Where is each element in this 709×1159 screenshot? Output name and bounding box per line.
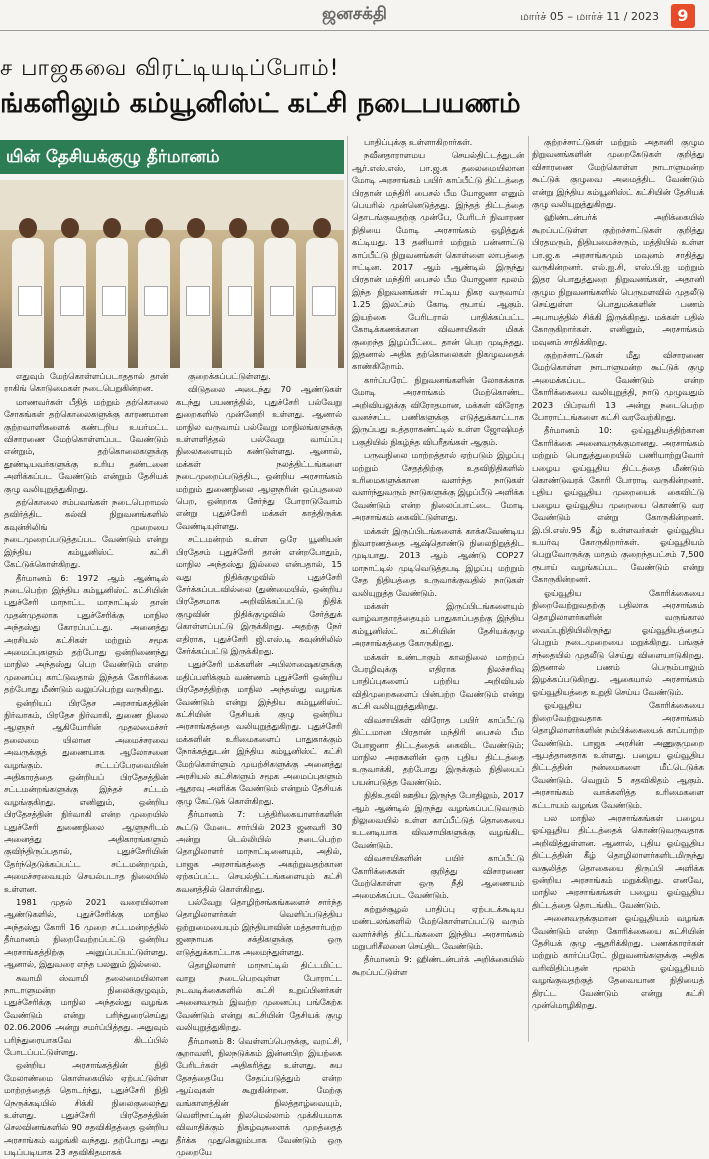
- article-column-4: [532, 136, 704, 1042]
- paragraph: ஓய்வூதிய கோரிக்கையை நிறைவேற்றுவதற்கு பதிலாக அரசாங்கம் தொழிலாளர்களின் வருங்கால வைப்புநிதியிலிருந்து ஓய்வூதியத்தைப் பெறும் நடைமுறையை மறுக்கிறது. பங்குச் சந்தையில் முதலீடு செய்து விளையாடுகிறது. இதனால் பணம் பெரும்பாலும் இழக்கப்படுகிறது. ஆகையால் அரசாங்கம் ஓய்வூதியத்தை உறுதி செய்ய வேண்டும்.: [532, 587, 704, 697]
- paragraph: விவசாயிகள் விரோத பயிர் காப்பீட்டு திட்டமான பிரதான் மந்திரி பைசல் பீம யோஜனா திட்டத்தைக் கைவிட வேண்டும்; மாநில அரசுகளின் ஒரு புதிய திட்டத்தை உருவாக்கி, தற்போது இருக்கும் நிதியைப் பயன்படுத்த வேண்டும்.: [352, 714, 524, 787]
- photo-person: [136, 218, 172, 368]
- paragraph: தீர்மானம் 9: ஹிண்டன்பர்க் அறிக்கையில் கூறப்பட்டுள்ள: [352, 954, 524, 977]
- photo-person: [94, 218, 130, 368]
- photo-person: [178, 218, 214, 368]
- paragraph: சுற்றுச்சூழல் பாதிப்பு ஏற்படக்கூடிய மண்டலங்களில் மேற்கொள்ளப்பட்டு வரும் வளர்ச்சித் திட்டங்களை இந்திய அரசாங்கம் மறுபரிசீலனை செய்திட வேண்டும்.: [352, 903, 524, 951]
- column-divider: [528, 136, 529, 1042]
- masthead: [0, 0, 709, 31]
- paragraph: தொழிலாளர் மாநாட்டில் திட்டமிட்ட வாறு நடைபெறவுள்ள போராட்ட நடவடிக்கைகளில் கட்சி உறுப்பினர்கள் அனைவரும் இவற்ற முனைப்பு பங்கேற்க வேண்டும் என்று கட்சியின் தேசியக் குழு வலியுறுத்துகிறது.: [176, 960, 342, 1033]
- paragraph: பாதிப்புக்கு உள்ளாகிறார்கள்.: [364, 137, 473, 147]
- headline-line-1: ச பாஜகவை விரட்டியடிப்போம்!: [0, 56, 340, 81]
- paragraph: பருவநிலை மாற்றத்தால் ஏற்படும் இழப்பு மற்றும் சேதத்திற்கு உதவிநிதிகளில் உரிமைகளுக்கான வளர்ந்த நாடுகள் வளர்ந்துவரும் நாடுகளுக்கு இழப்பீடு அளிக்க வேண்டும் என்ற நிலைப்பாட்டை மோடி அரசாங்கம் கைவிட்டுள்ளது.: [352, 450, 524, 523]
- paragraph: மக்கள் இருப்பிடங்களையும் வாழ்வாதாரத்தையும் பாதுகாப்பதற்கு இந்திய கம்யூனிஸ்ட் கட்சியின் தேசியக்குழு அரசாங்கத்தை கோருகிறது.: [352, 601, 524, 649]
- paragraph: அனைவருக்குமான ஓய்வூதியம் வழங்க வேண்டும் என்ற கோரிக்கையை கட்சியின் தேசியக் குழு ஆதரிக்கிறது. பணக்காரர்கள் மற்றும் கார்ப்பரேட் நிறுவனங்களுக்கு அதிக வரிவிதிப்பதன் மூலம் ஓய்வூதியம் வழங்குவதற்குத் தேவையான நிதியைத் திரட்ட வேண்டும் என்று கட்சி முன்மொழிகிறது.: [532, 913, 704, 1011]
- paragraph: விடுதலை அடைந்து 70 ஆண்டுகள் கடந்து பயணத்தில், புதுச்சேரி பல்வேறு துறைகளில் முன்னேறி உள்ளது. ஆனால் மாநில வருவாய் பல்வேறு மாநிலங்களுக்கு உள்ளளித்தல் பல்வேறு வாய்ப்பு நிலைகளையும் கண்டுள்ளது. ஆனால், மக்கள் நலத்திட்டங்களை நடைமுறைப்படுத்திட, ஒன்றிய அரசாங்கம் மற்றும் துணைநிலை ஆளுநரின் ஒப்புதலை பெற, ஒன்றாக சேர்ந்து போராடுவோம் என்று புதுச்சேரி மக்கள் காத்திருக்க வேண்டியுள்ளது.: [176, 384, 342, 531]
- photo-person: [262, 218, 298, 368]
- paragraph: ஓய்வூதிய கோரிக்கையை நிறைவேற்றுவதாக அரசாங்கம் தொழிலாளர்களின் நம்பிக்கையைக் காப்பாற்ற வேண்டும். பாஜக அரசின் அணுகுமுறை ஆபத்தானதாக உள்ளது. பழைய ஓய்வூதிய திட்டத்தின் நன்மைகளை மீட்டெடுக்க வேண்டும். வெறும் 5 சதவிகிதம் ஆகும். அரசாங்கம் வாக்களித்த உரிமைகளை கட்டாயம் வழங்க வேண்டும்.: [532, 700, 704, 810]
- paragraph: ஒன்றிய அரசாங்கத்தின் நிதி மேலாண்மை கொள்கையில் ஏற்பட்டுள்ள மாற்றத்தைத் தொடர்ந்து, புதுச்சேரி நிதி நெருக்கடியில் சிக்கி நிலைகுலைந்து உள்ளது. புதுச்சேரி பிரதேசத்தின் செலவினங்களில் 90 சதவிகிதத்தை ஒன்றிய அரசாங்கம் வழங்கி வந்தது. தற்போது அது படிப்படியாக 23 சதவிகிதமாகக்: [4, 1060, 168, 1158]
- subheading-band: யின் தேசியக்குழு தீர்மானம்: [0, 140, 344, 174]
- page-number-badge: 9: [671, 4, 695, 28]
- photo-person: [304, 218, 340, 368]
- paragraph: தீர்மானம் 10: ஒய்வூதியத்திற்கான கோரிக்கை அனைவருக்குமானது. அரசாங்கம் மற்றும் பொதுத்துறையில் பணியாற்றுவோர் பழைய ஓய்வூதிய திட்டத்தை மீண்டும் கொண்டுவரக் கோரி போராடி வருகின்றனர். புதிய ஓய்வூதிய முறையைக் கைவிட்டு பழைய ஓய்வூதிய முறையை கொண்டு வர வேண்டும் என்று கோருகின்றனர். இ.பி.எஸ்.95 கீழ் உள்ளவர்கள் ஓய்வூதிய உயர்வு கோருகிறார்கள். ஓய்வூதியம் பெறுவோருக்கு மாதம் குறைந்தபட்சம் 7,500 ரூபாய் வழங்கப்பட வேண்டும் என்று கோருகின்றனர்.: [532, 425, 704, 585]
- paragraph: சட்டமன்றம் உள்ள ஒரே யூனியன் பிரதேசம் புதுச்சேரி தான் என்றபோதும், மாநில அந்தஸ்து இல்லை என்பதால், 15 வது நிதிக்குழுவில் புதுச்சேரி சேர்க்கப்படவில்லை (துண்மையில், ஒன்றிய பிரதேசமாக அறிவிக்கப்பட்டு நிதிக் குழுவின் நிதிக்குழுவில் சேர்த்துக் கொள்ளப்பட்டு இருக்கிறது. அதற்கு நேர் எதிராக, புதுச்சேரி ஜி.எஸ்.டி கவுன்சிலில் சேர்க்கப்பட்டு இருக்கிறது.: [176, 534, 342, 656]
- paragraph: தீர்மானம் 6: 1972 ஆம் ஆண்டில் நடைபெற்ற இந்திய கம்யூனிஸ்ட் கட்சியின் புதுச்சேரி மாநாட்ட மாநாட்டில் தான் முதன்முதலாக புதுச்சேரிக்கு மாநில அந்தஸ்து கோரப்பட்டது. அனைத்து அரசியல் கட்சிகள் மற்றும் சமூக அமைப்புகளும் தற்போது ஒன்றிணைந்து மாநில அந்தஸ்து பெற வேண்டும் என்ற முனைப்பு காட்டுவதால் இந்தக் கோரிக்கை தற்போது மீண்டும் வலுப்பெற்று வருகிறது.: [4, 572, 168, 695]
- paragraph: பல்வேறு தொழிற்சங்கங்களைச் சார்ந்த தொழிலாளர்கள் வெளிப்படுத்திய ஒற்றுமையையும் இந்தியாவின் மத்தசார்பற்ற ஜனநாயக சக்திகளுக்கு ஒரு எடுத்துக்காட்டாக அமைந்துள்ளது.: [176, 897, 342, 957]
- issue-date: மார்ச் 05 – மார்ச் 11 / 2023: [519, 10, 659, 23]
- paragraph: மாணவர்கள் பீதித் மற்றும் தற்கொலை சோகங்கள் தற்கொலைகளுக்கு காரணமான குற்றவாளிகளைக் கண்டறிய உயர்மட்ட விசாரணை மேற்கொள்ளப்பட வேண்டும் என்றும், தற்கொலைகளுக்கு தூண்டியவர்களுக்கு உரிய தண்டனை அளிக்கப்பட வேண்டும் என்றும் தேசியக் குழு வலியுறுத்துகிறது.: [4, 396, 168, 494]
- photo-person: [220, 218, 256, 368]
- paragraph: கார்ப்பரேட் நிறுவனங்களின் லோகக்காக மோடி அரசாங்கம் மேற்கொண்ட அறிவியலுக்கு விரோதமான, மக்கள் விரோத வனச்சட்ட பணிகளுக்கு எடுத்துக்காட்டாக இருப்பது உத்தராகண்ட்டில் உள்ள ஜோஷிமத் பகுதியில் நிகழ்ந்த விபரீதங்கள் ஆகும்.: [352, 374, 524, 447]
- paragraph: நவீனதாராளமய செயல்திட்டத்துடன் ஆர்.எஸ்.எஸ், பா.ஜ.க தலைமையிலான மோடி அரசாங்கம் பயிர் காப்பீட்டு திட்டத்தை பிரதான் மந்திரி பைசல் பீம யோஜனா எனும் பெயரில் முன்னெடுத்தது. இந்தத் திட்டத்தை தொடங்குவதற்கு முன்பே, பேரிடர் நிவாரண நிதியை மோடி அரசாங்கம் ஒழித்துக் கட்டியது. 13 தனியார் மற்றும் பன்னாட்டு காப்பீட்டு நிறுவனங்கள் கொள்ளை லாபத்தை ஈட்டின. 2017 ஆம் ஆண்டில் இருந்து பிரதான் மந்திரி பைசல் பீம யோஜனா மூலம் இந்த நிறுவனங்கள் ஈட்டிய நிகர வருவாய் 1.25 இலட்சம் கோடி ரூபாய் ஆகும். இயற்கை பேரிடரால் பாதிக்கப்பட்ட கோடிக்கணக்கான விவசாயிகள் மிகக் குறைந்த இழப்பீட்டை தான் பெற முடிந்தது. இதனால் அதிக தற்கொலைகள் நிகழுவதைக் காண்கிறோம்.: [352, 150, 524, 372]
- paragraph: புதுச்சேரி மக்களின் அபிலாஷைகளுக்கு மதிப்பளிக்கும் வண்ணம் புதுச்சேரி ஒன்றிய பிரதேசத்திற்கு மாநில அந்தஸ்து வழங்க வேண்டும் என்று இந்திய கம்யூனிஸ்ட் கட்சியின் தேசியக் குழு ஒன்றிய அரசாங்கத்தை வலியுறுத்துகிறது. புதுச்சேரி மக்களின் உரிமைகளைப் பாதுகாக்கும் நோக்கத்துடன் இந்திய கம்யூனிஸ்ட் கட்சி மேற்கொள்ளும் முயற்சிகளுக்கு அனைத்து அரசியல் கட்சிகளும் சமூக அமைப்புகளும் ஆதரவு அளிக்க வேண்டும் என்றும் தேசியக் குழு கேட்டுக் கொள்கிறது.: [176, 659, 342, 806]
- paragraph: எதுவும் மேற்கொள்ளப்படாததால் தான் ராகிங் கொடுமைகள் நடைபெறுகின்றன.: [4, 371, 168, 394]
- paragraph: சுவாமி ஸ்வாமி தலைமையிலான நாடாளுமன்ற நிலைக்குழுவும், புதுச்சேரிக்கு மாநில அந்தஸ்து வழங்க வேண்டும் என்று பரிந்துரைசெய்து 02.06.2006 அன்று சமர்ப்பித்தது. அதுவும் பரிந்துரையாகவே கிடப்பில் போடப்பட்டுள்ளது.: [4, 972, 168, 1057]
- paper-name: ஜனசக்தி: [322, 4, 387, 24]
- article-column-3: [352, 136, 524, 1042]
- paragraph: தீர்மானம் 7: பத்திரிகையாளர்களின் கூட்டு மேடை சார்பில் 2023 ஜனவரி 30 அன்று டெல்லியில் நடைபெற்ற தொழிலாளர் மாநாட்டினையும், அதில், பாஜக அரசாங்கத்தை அகற்றுவதற்கான ஏற்கப்பட்ட செயல்திட்டங்களையும் கட்சி கவனத்தில் கொள்கிறது.: [176, 809, 342, 894]
- paragraph: குற்றச்சாட்டுகள் மற்றும் அதானி குழும நிறுவனங்களின் முறைகேடுகள் குறித்து விசாரணை மேற்கொள்ள நாடாளுமன்ற கூட்டுக் குழுவை அமைத்திட வேண்டும் என்று இந்திய கம்யூனிஸ்ட் கட்சியின் தேசியக் குழு வலியுறுத்துகிறது.: [532, 137, 704, 210]
- article-column-1: [4, 370, 168, 1158]
- paragraph: 1981 முதல் 2021 வரையிலான ஆண்டுகளில், புதுச்சேரிக்கு மாநில அந்தஸ்து கோரி 16 முறை சட்டமன்றத்தில் தீர்மானம் நிறைவேற்றப்பட்டு ஒன்றிய அரசாங்கத்திற்கு அனுப்பப்பட்டுள்ளது. ஆனால், இதுவரை எந்த பலனும் இல்லை.: [4, 897, 168, 970]
- paragraph: தீர்மானம் 8: வெள்ளப்பெருக்கு, வறட்சி, சூறாவளி, நிலநடுக்கம் இன்னபிற இயற்கை பேரிடர்கள் அதிகரித்து உள்ளது. சுய தேசத்தையே சேதப்படுத்தும் என்ற ஆய்வுகள் கூறுகின்றன. மேற்கு வங்காளத்தின் நிலத்தாழ்வையும், வெளிநாட்டின் நிலமெல்லாம் முக்கியமாக விவாதிக்கும் நிகழ்வுகளைக் முறத்தைத் தீர்க்க முதுகெலும்பாக வேண்டும் ஒரு முறையே: [176, 1035, 342, 1158]
- photo-person: [10, 218, 46, 368]
- paragraph: தற்கொலை சம்பவங்கள் நடைபெறாமல் தவிர்த்திட கல்வி நிறுவனங்களில் கவுன்சிலிங் முறையை நடைமுறைப்படுத்தப்பட வேண்டும் என்று இந்திய கம்யூனிஸ்ட் கட்சி கேட்டுக்கொள்கிறது.: [4, 497, 168, 570]
- paragraph: குறைக்கப்பட்டுள்ளது.: [188, 371, 271, 381]
- paragraph: மக்கள் உண்டாகும் காலநிலை மாற்றப் பேரழிவுக்கு எதிராக நிலச்சரிவு பாதிப்புகளைப் பற்றிய அறிவியல் விதிமுறைகளைப் பின்பற்ற வேண்டும் என்று கட்சி வலியுறுத்துகிறது.: [352, 651, 524, 712]
- paragraph: ஒன்றியப் பிரதேச அரசாங்கத்தின் நிர்வாகம், பிரதேச நிர்வாகி, துணை நிலை ஆளுநர் ஆகியோரின் முதலமைச்சர் தலைமை யிலான அமைச்சரவை அவருக்குத் துணையாக ஆலோசனை வழங்கும். சட்டப்பேரவையின் அதிகாரத்தை ஒன்றியப் பிரதேசத்தின் சட்டமன்றங்களுக்கு இந்தச் சட்டம் வழங்குகிறது. எனினும், ஒன்றிய பிரதேசத்தின் நிர்வாகி என்ற முறையில் புதுச்சேரி துணைநிலை ஆளுநரிடம் அனைத்து அதிகாரங்களும் குவிந்திருப்பதால், புதுச்சேரியின் தேர்ந்தெடுக்கப்பட்ட சட்டமன்றமும், அமைச்சரவையும் செயல்படாத நிலையில் உள்ளன.: [4, 697, 168, 894]
- group-photo-image: [0, 180, 344, 368]
- article-column-2: [176, 370, 342, 1158]
- paragraph: ஹிண்டன்பர்க் அறிக்கையில் கூறப்பட்டுள்ள குற்றச்சாட்டுகள் குறித்து பிரதமரும், நிதியமைச்சரும், மத்தியில் உள்ள பா.ஜ.க அரசாங்கமும் மவுனம் சாதித்து வருகின்றனர். எல்.ஐ.சி, எஸ்.பி.ஐ மற்றும் இதர பொதுத்துறை நிறுவனங்கள், அதானி குழும நிறுவனங்களில் பெருமளவில் முதலீடு செய்துள்ள பொதுமக்களின் பணம் அபாயத்தில் சிக்கி இருக்கிறது. மக்கள் பதில் கோருகிறார்கள். எனினும், அரசாங்கம் மவுனம் சாதிக்கிறது.: [532, 212, 704, 347]
- headline-line-2: ங்களிலும் கம்யூனிஸ்ட் கட்சி நடைபயணம்: [0, 88, 521, 119]
- photo-person: [52, 218, 88, 368]
- paragraph: பல மாநில அரசாங்கங்கள் பழைய ஓய்வூதிய திட்டத்தைக் கொண்டுவருவதாக அறிவித்துள்ளன. ஆனால், புதிய ஓய்வூதிய திட்டத்தின் கீழ் தொழிலாளர்களிடமிருந்து வசூலித்த தொகையை திருப்பி அளிக்க ஒன்றிய அரசாங்கம் மறுக்கிறது. எனவே, மாநில அரசாங்கங்கள் பழைய ஓய்வூதிய திட்டத்தை தொடங்கிட வேண்டும்.: [532, 812, 704, 910]
- paragraph: விவசாயிகளின் பயிர் காப்பீட்டு கோரிக்கைகள் குறித்து விசாரணை மேற்கொள்ள ஒரு நீதி ஆணையம் அமைக்கப்பட வேண்டும்.: [352, 853, 524, 901]
- column-divider: [347, 136, 348, 1042]
- paragraph: குற்றச்சாட்டுகள் மீது விசாரணை மேற்கொள்ள நாடாளுமன்ற கூட்டுக் குழு அமைக்கப்பட வேண்டும் என்ற கோரிக்கையை வலியுறுத்தி, நாடு முழுவதும் 2023 பிப்ரவரி 13 அன்று நடைபெற்ற போராட்டங்களை கட்சி வரவேற்கிறது.: [532, 349, 704, 422]
- paragraph: நிதிஉதவி ஊதிய இருந்த போதிலும், 2017 ஆம் ஆண்டில் இருந்து வழங்கப்பட்டுவரும் நிலுவையில் உள்ள காப்பீட்டுத் தொகையை உடனடியாக விவசாயிகளுக்கு வழங்கிட வேண்டும்.: [352, 790, 524, 850]
- paragraph: மக்கள் இருப்பிடங்களைக் காக்கவேண்டிய நிவாரணத்தை ஆஷ்தொண்டு நிலைநிறுத்திட முடியாது. 2013 ஆம் ஆண்டு COP27 மாநாட்டில் முடிவெடுத்தபடி இழப்பு மற்றும் சேத நிதியத்தை உருவாக்குவதில் நாடுகள் வலியுறுத்த வேண்டும்.: [352, 525, 524, 598]
